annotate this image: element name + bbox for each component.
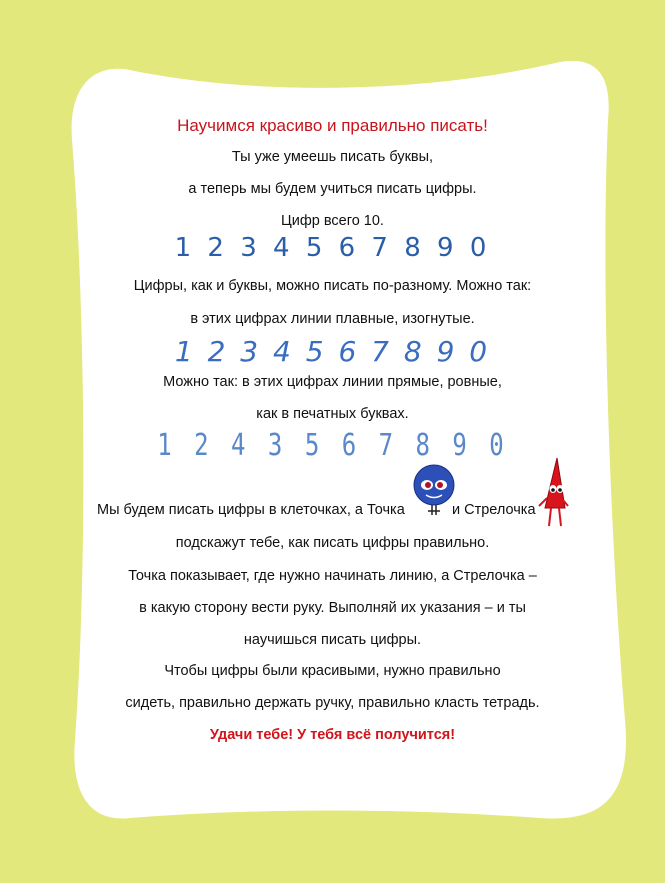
intro-line-2: а теперь мы будем учиться писать цифры. — [188, 181, 477, 197]
strelochka-character — [535, 456, 569, 530]
ways-line-2: в этих цифрах линии плавные, изогнутые. — [190, 311, 475, 327]
helpers-line-4: научишься писать цифры. — [243, 632, 422, 648]
helpers-line-6: сидеть, правильно держать ручку, правильно класть тетрадь. — [125, 695, 540, 711]
intro-line-1: Ты уже умеешь писать буквы, — [231, 149, 434, 165]
printed-digits: 1 2 3 4 5 6 7 8 9 0 — [174, 233, 491, 263]
straight-line-2: как в печатных буквах. — [256, 406, 409, 422]
intro-line-3: Цифр всего 10. — [281, 213, 384, 229]
helpers-line-5: Чтобы цифры были красивыми, нужно правильно — [164, 663, 501, 679]
page-title: Научимся красиво и правильно писать! — [177, 116, 488, 135]
ways-line-1: Цифры, как и буквы, можно писать по-разному. Можно так: — [133, 278, 532, 294]
script-digits: 1 2 3 4 5 6 7 8 9 0 — [174, 335, 491, 368]
helpers-line-2: Точка показывает, где нужно начинать линию, а Стрелочка – — [128, 568, 537, 584]
helpers-line-3: в какую сторону вести руку. Выполняй их указания – и ты — [139, 600, 526, 616]
helpers-text-part2: и Стрелочка — [452, 502, 536, 518]
straight-line-1: Можно так: в этих цифрах линии прямые, ровные, — [163, 374, 502, 390]
helpers-line-1: подскажут тебе, как писать цифры правильно. — [175, 535, 490, 551]
tochka-character — [412, 463, 456, 525]
straight-digits: 1 2 4 3 5 6 7 8 9 0 — [157, 428, 508, 463]
closing-message: Удачи тебе! У тебя всё получится! — [209, 727, 456, 743]
helpers-text-part1: Мы будем писать цифры в клеточках, а Точка — [97, 502, 405, 518]
